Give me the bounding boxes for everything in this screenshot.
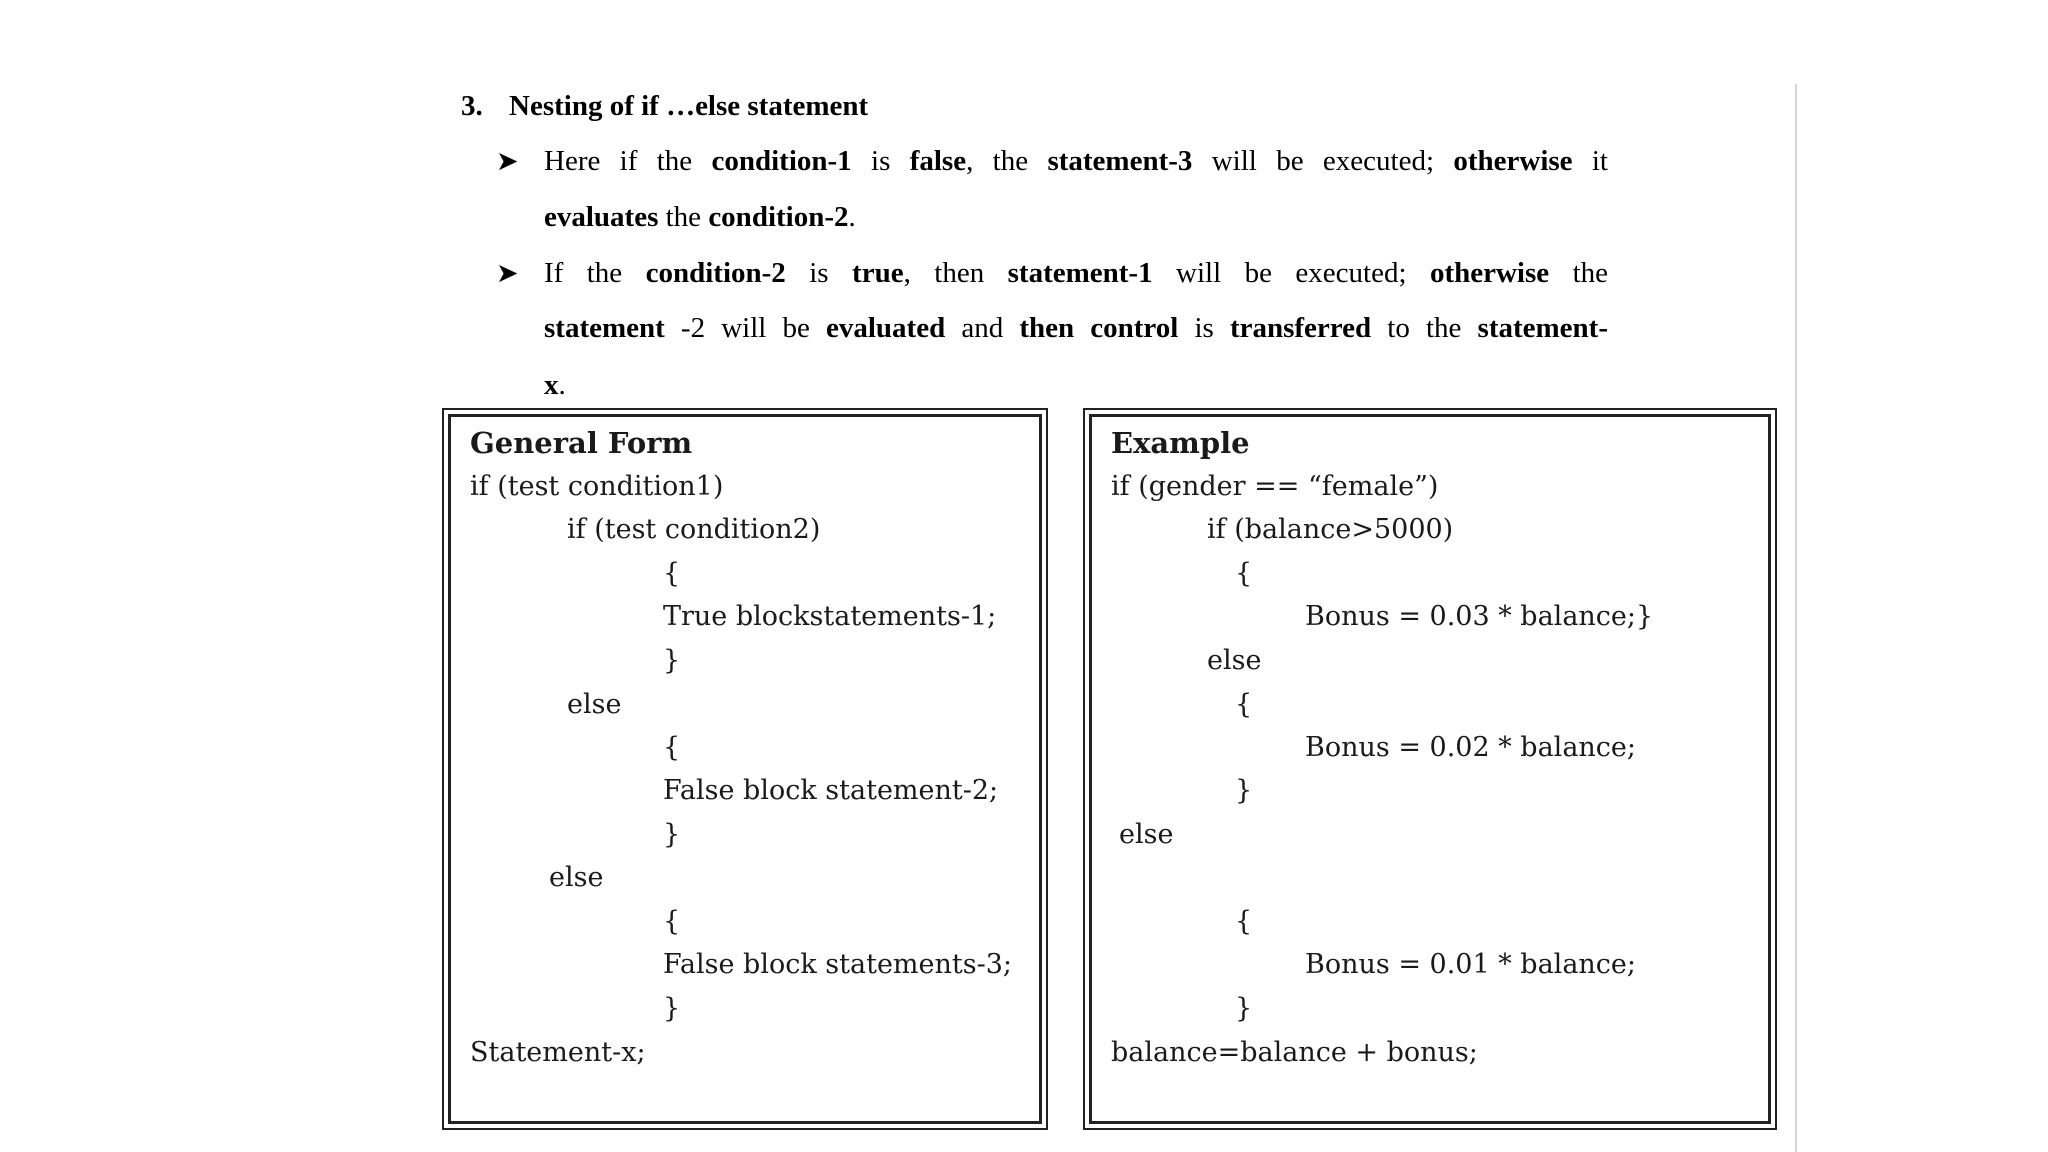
example-line: { — [1235, 906, 1253, 937]
general-form-line: if (test condition1) — [470, 471, 724, 502]
example-line: Bonus = 0.03 * balance;} — [1305, 601, 1654, 632]
general-form-line: False block statement-2; — [663, 775, 999, 806]
general-form-line: else — [549, 862, 604, 893]
section-title: Nesting of if …else statement — [509, 90, 869, 122]
general-form-line: False block statements-3; — [663, 949, 1012, 980]
general-form-line: { — [663, 906, 681, 937]
example-line: if (balance>5000) — [1207, 514, 1454, 545]
bullet-list — [0, 0, 2048, 420]
general-form-line: if (test condition2) — [567, 514, 821, 545]
general-form-line: True blockstatements-1; — [663, 601, 997, 632]
general-form-line: Statement-x; — [470, 1037, 646, 1068]
bullet-arrow-icon: ➤ — [496, 146, 519, 176]
example-line: } — [1235, 993, 1253, 1024]
bullet-2-line-1: If the condition-2 is true, then statement-1 will be executed; otherwise the — [544, 257, 1608, 289]
general-form-line: { — [663, 732, 681, 763]
example-line: } — [1235, 775, 1253, 806]
bullet-2-line-3: x. — [544, 369, 566, 401]
example-line: { — [1235, 558, 1253, 589]
example-line: else — [1119, 819, 1174, 850]
bullet-1-line-2: evaluates the condition-2. — [544, 201, 856, 233]
general-form-line: } — [663, 645, 681, 676]
example-line: Bonus = 0.01 * balance; — [1305, 949, 1637, 980]
example-line: if (gender == “female”) — [1111, 471, 1439, 502]
general-form-line: } — [663, 993, 681, 1024]
example-line: Bonus = 0.02 * balance; — [1305, 732, 1637, 763]
example-title: Example — [1111, 426, 1250, 460]
general-form-line: else — [567, 689, 622, 720]
bullet-2-line-2: statement -2 will be evaluated and then control is transferred to the statement- — [544, 312, 1608, 344]
example-line: else — [1207, 645, 1262, 676]
example-line: { — [1235, 689, 1253, 720]
general-form-line: { — [663, 558, 681, 589]
bullet-1-line-1: Here if the condition-1 is false, the statement-3 will be executed; otherwise it — [544, 145, 1608, 177]
section-number: 3. — [461, 90, 483, 122]
bullet-arrow-icon: ➤ — [496, 258, 519, 288]
example-line: balance=balance + bonus; — [1111, 1037, 1478, 1068]
general-form-title: General Form — [470, 426, 693, 460]
general-form-line: } — [663, 819, 681, 850]
